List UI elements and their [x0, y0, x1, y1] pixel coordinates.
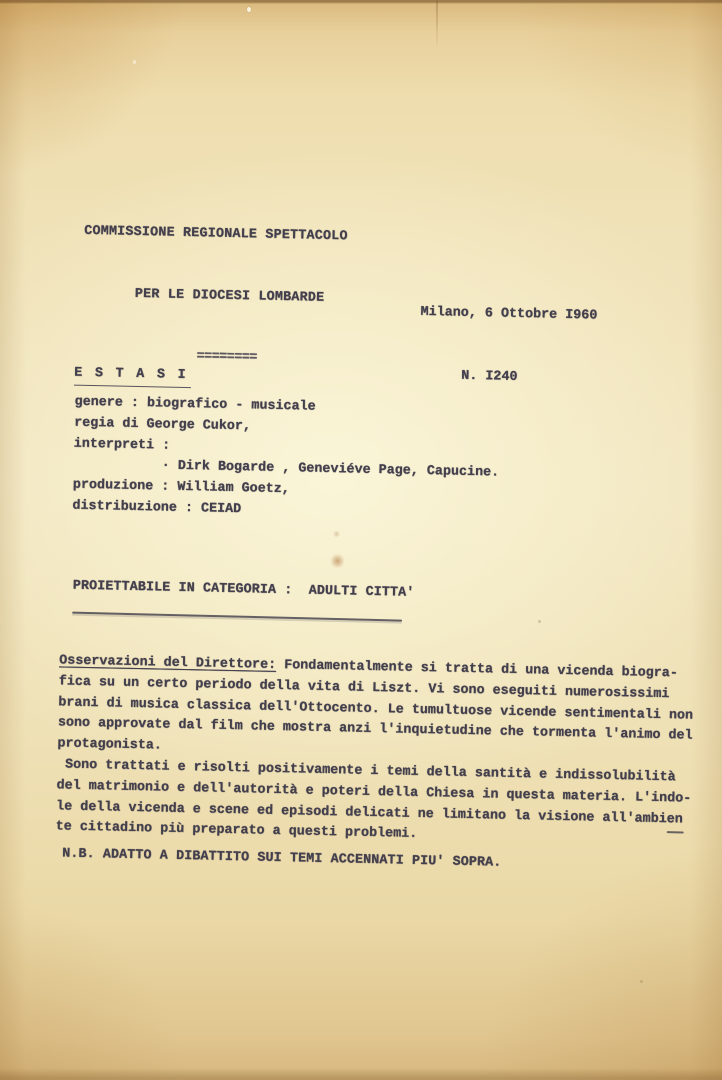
- observations-heading: Osservazioni del Direttore:: [59, 653, 277, 673]
- paper-speck: [538, 620, 541, 623]
- paper-speck: [247, 7, 251, 12]
- classification-line: PROIETTABILE IN CATEGORIA : ADULTI CITTA': [72, 578, 415, 601]
- place-and-date: Milano, 6 Ottobre I960: [420, 304, 598, 324]
- film-title: E S T A S I: [74, 364, 191, 388]
- protocol-number: N. I240: [461, 368, 518, 385]
- organization-name-line2: PER LE DIOCESI LOMBARDE: [134, 286, 325, 306]
- observations-body: Fondamentalmente si tratta di una vicenda biogra- fica su un certo periodo della vita di Liszt. Vi sono eseguiti numerosissimi brani di musica classica dell'Ottocento. Le tumultuose vicende sentimentali non sono approvate dal film che mostra anzi l'inquietudine che tormenta l'animo del protagonista. Sono trattati e risolti positivamente i temi della santità e indissolubilità del matrimonio e dell'autorità e poteri della Chiesa in questa materia. L'indo- le della vicenda e scene ed episodi delicati ne limitano la visione all'ambien te cittadino più preparato a questi problemi.: [55, 657, 694, 843]
- paper-speck: [640, 980, 643, 983]
- organization-name-line1: COMMISSIONE REGIONALE SPETTACOLO: [84, 223, 348, 244]
- paper-stain-small: [333, 530, 340, 538]
- hyphenation-underline-mark: [667, 831, 684, 833]
- header-equals-rule: ========: [196, 349, 258, 366]
- observations-paragraph: [55, 651, 722, 852]
- film-credits: genere : biografico - musicale regia di George Cukor, interpreti : · Dirk Bogarde , Geneviéve Page, Capucine. produzione : William Goetz, distribuzione : CEIAD: [72, 394, 500, 518]
- paper-stain: [331, 553, 344, 569]
- nota-bene-line: N.B. ADATTO A DIBATTITO SUI TEMI ACCENNATI PIU' SOPRA.: [61, 846, 502, 871]
- classification-underline: [72, 612, 402, 622]
- paper-speck: [133, 60, 136, 64]
- paper-crease: [436, 0, 438, 50]
